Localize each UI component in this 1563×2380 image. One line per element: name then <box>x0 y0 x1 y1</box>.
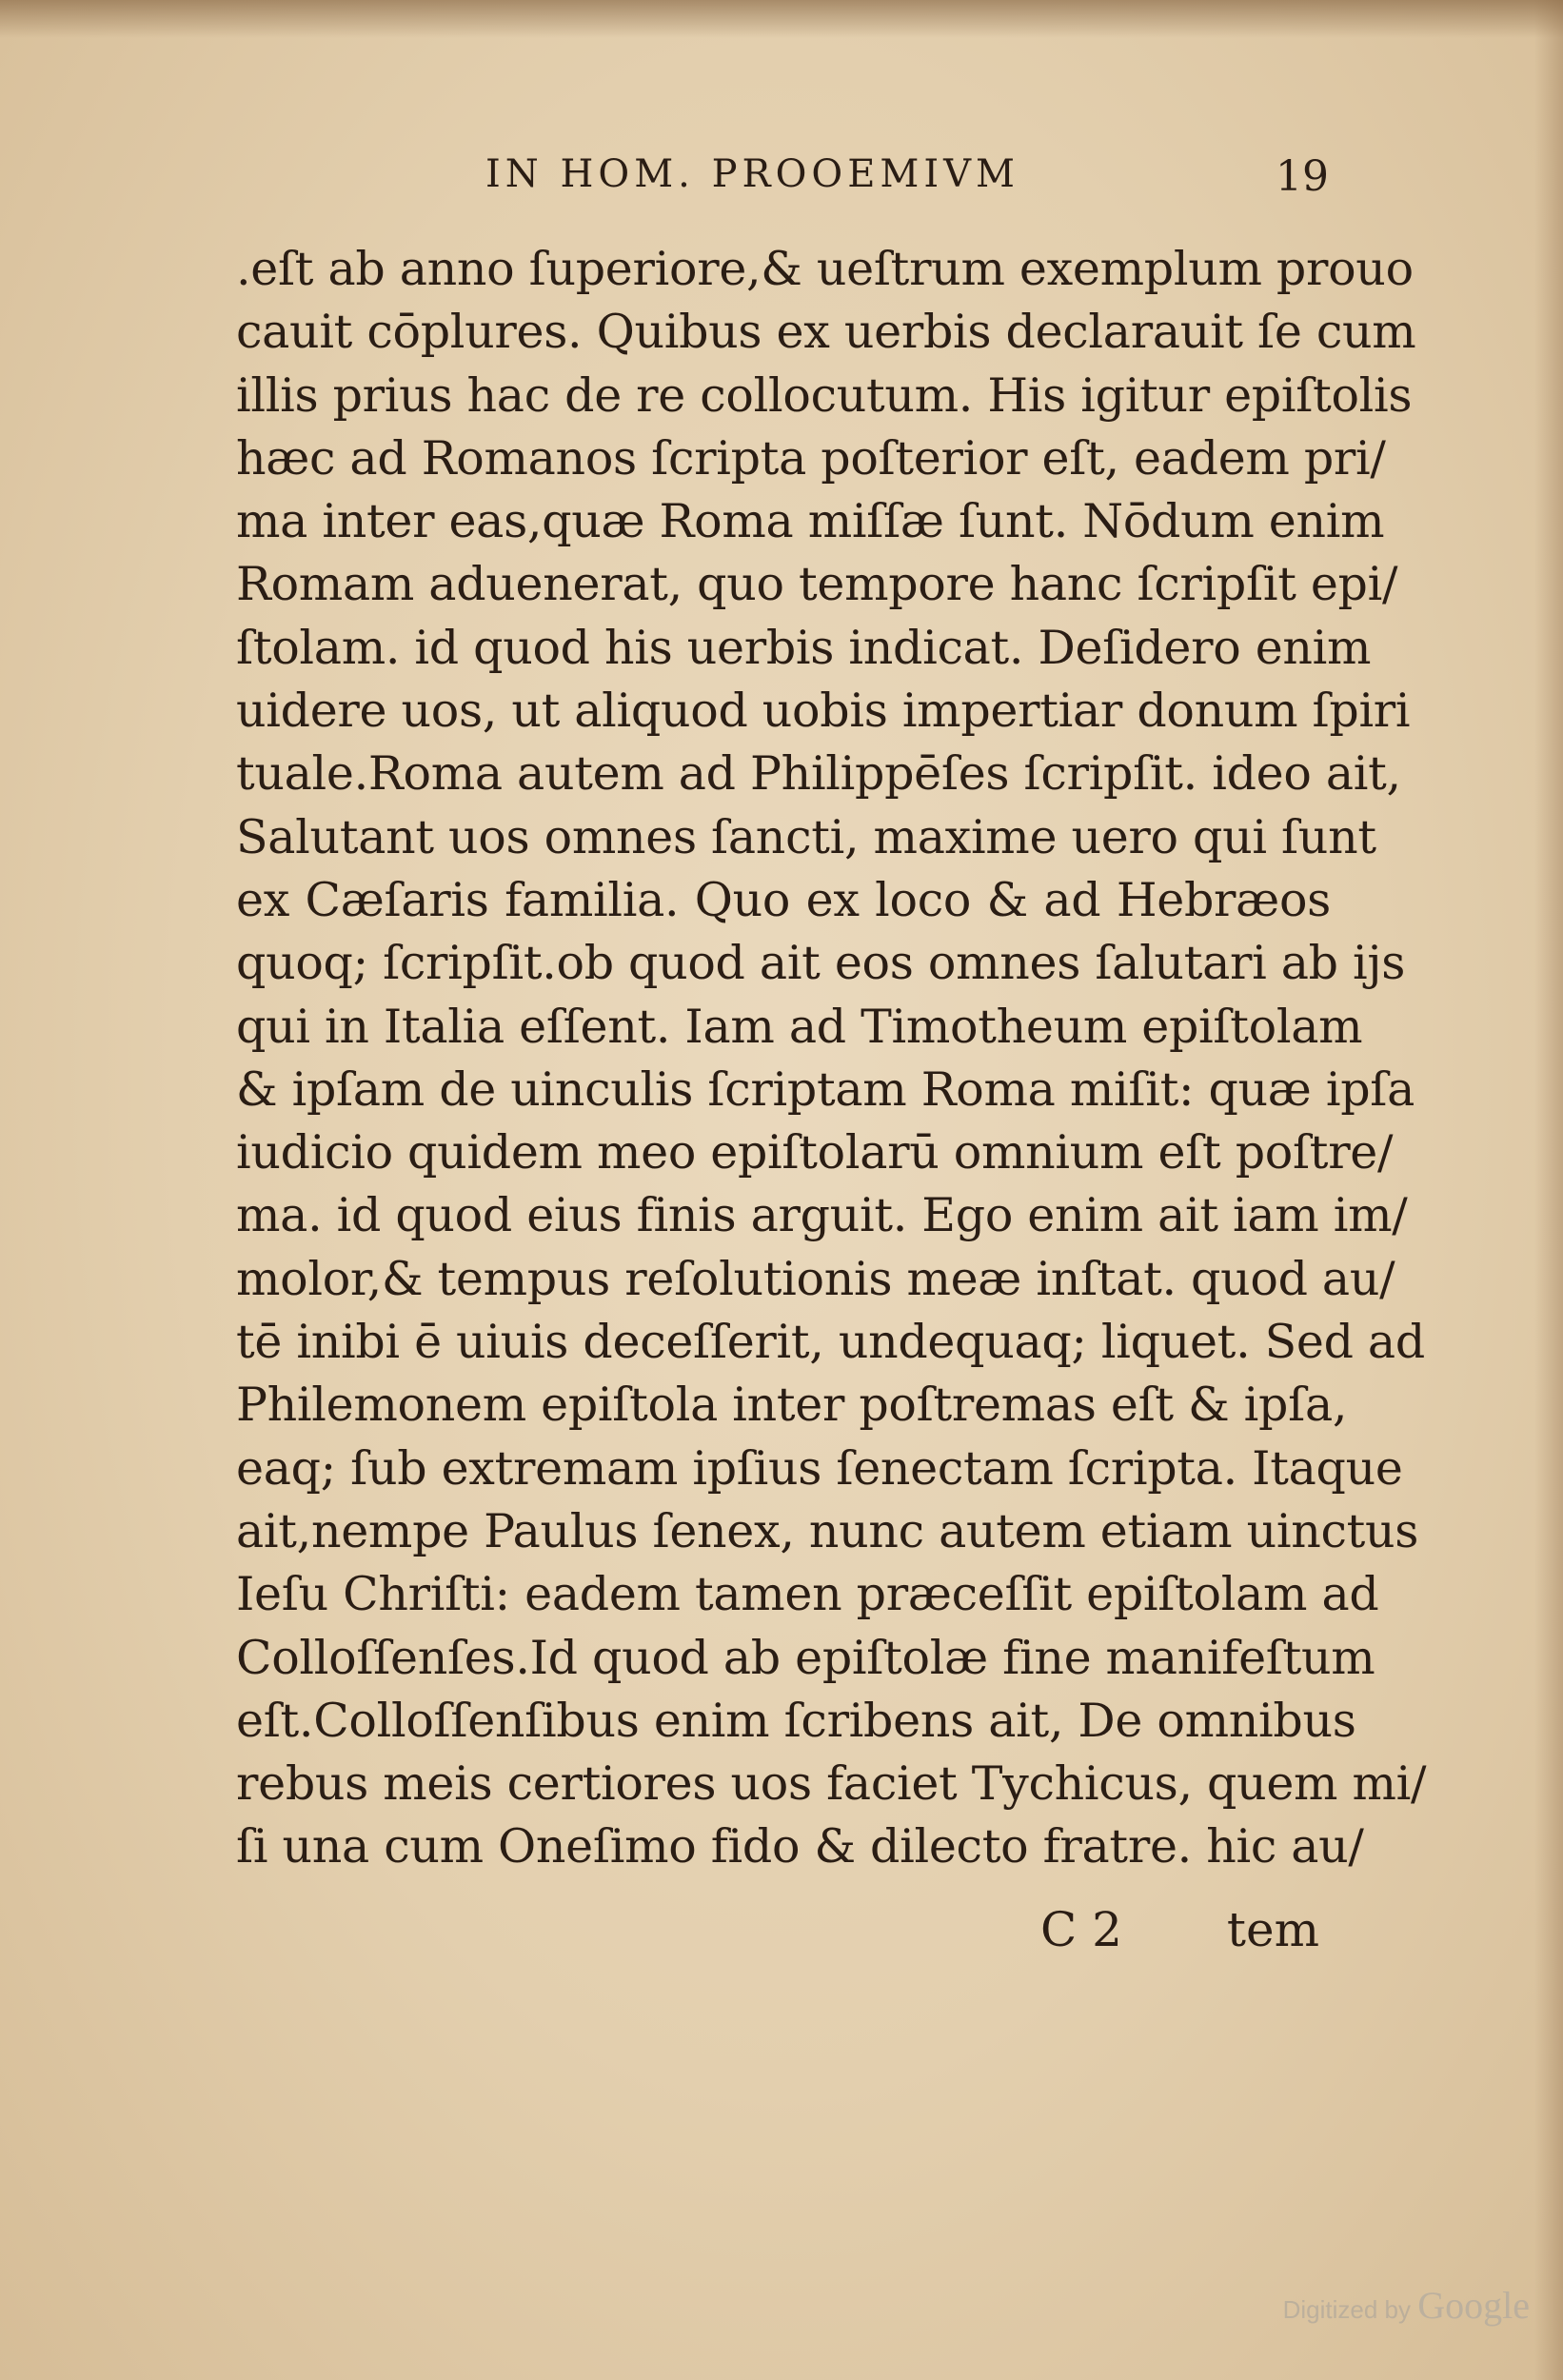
text-line: ex Cæſaris familia. Quo ex loco & ad Hebræos <box>236 872 1331 927</box>
text-line: qui in Italia eſſent. Iam ad Timotheum epiſtolam <box>236 999 1363 1054</box>
text-line: eſt.Colloſſenſibus enim ſcribens ait, De omnibus <box>236 1693 1356 1748</box>
text-line: uidere uos, ut aliquod uobis impertiar donum ſpiri <box>236 684 1411 739</box>
text-line: ſtolam. id quod his uerbis indicat. Deſidero enim <box>236 620 1372 675</box>
text-line: hæc ad Romanos ſcripta poſterior eſt, eadem pri/ <box>236 430 1386 486</box>
digitization-watermark <box>1283 2283 1530 2328</box>
text-line: Ieſu Chriſti: eadem tamen præceſſit epiſtolam ad <box>236 1567 1379 1622</box>
catchword: tem <box>1226 1902 1319 1957</box>
text-line: iudicio quidem meo epiſtolarū omnium eſt poſtre/ <box>236 1125 1394 1180</box>
text-line: rebus meis certiores uos faciet Tychicus, quem mi/ <box>236 1756 1427 1812</box>
text-line: Colloſſenſes.Id quod ab epiſtolæ fine manifeſtum <box>236 1630 1375 1685</box>
running-title: IN HOM. PROOEMIVM <box>485 152 1019 196</box>
body-text <box>236 238 1427 1879</box>
page-number: 19 <box>1276 152 1329 201</box>
text-line: & ipſam de uinculis ſcriptam Roma miſit: quæ ipſa <box>236 1061 1415 1117</box>
text-line: molor,& tempus reſolutionis meæ inſtat. quod au/ <box>236 1251 1395 1306</box>
text-line: Salutant uos omnes ſancti, maxime uero qui ſunt <box>236 809 1376 864</box>
signature-mark: C 2 <box>1040 1902 1122 1957</box>
text-line: cauit cōplures. Quibus ex uerbis declarauit ſe cum <box>236 305 1416 360</box>
text-line: .eſt ab anno ſuperiore,& ueſtrum exemplum prouo <box>236 242 1414 296</box>
text-line: ait,nempe Paulus ſenex, nunc autem etiam uinctus <box>236 1503 1419 1558</box>
page-footer <box>236 1902 1331 1969</box>
google-logo: Google <box>1417 2284 1530 2327</box>
text-line: ma inter eas,quæ Roma miſſæ ſunt. Nōdum enim <box>236 494 1385 549</box>
text-line: Romam aduenerat, quo tempore hanc ſcripſit epi/ <box>236 557 1398 612</box>
text-line: ma. id quod eius finis arguit. Ego enim ait iam im/ <box>236 1188 1408 1243</box>
text-line: illis prius hac de re collocutum. His igitur epiſtolis <box>236 367 1413 423</box>
text-line: tuale.Roma autem ad Philippēſes ſcripſit. ideo ait, <box>236 746 1401 802</box>
watermark-prefix: Digitized by <box>1282 2295 1411 2324</box>
text-line: tē inibi ē uiuis deceſſerit, undequaq; liquet. Sed ad <box>236 1315 1425 1370</box>
text-line: Philemonem epiſtola inter poſtremas eſt & ipſa, <box>236 1378 1348 1433</box>
text-line: eaq; ſub extremam ipſius ſenectam ſcripta. Itaque <box>236 1440 1403 1496</box>
text-line: quoq; ſcripſit.ob quod ait eos omnes ſalutari ab ijs <box>236 936 1406 991</box>
text-line: ſi una cum Oneſimo fido & dilecto fratre. hic au/ <box>236 1819 1364 1874</box>
